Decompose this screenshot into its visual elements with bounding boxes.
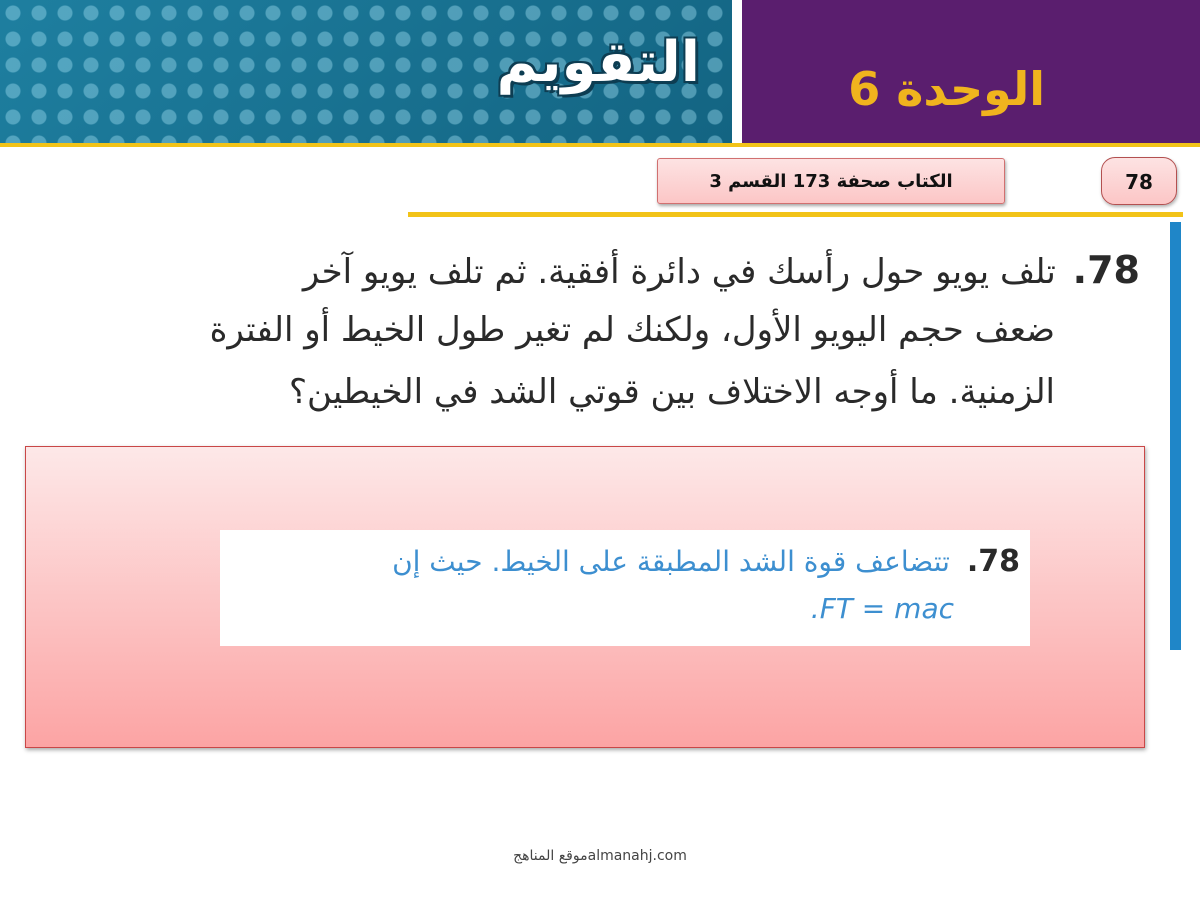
question-number: 78. (1072, 248, 1140, 292)
unit-title: الوحدة 6 (848, 62, 1045, 116)
answer-formula: .FT = mac (810, 592, 954, 625)
book-reference-box: الكتاب صحفة 173 القسم 3 (657, 158, 1005, 204)
question-line-3: الزمنية. ما أوجه الاختلاف بين قوتي الشد في الخيطين؟ (288, 372, 1055, 412)
header-banner-gap (732, 0, 742, 143)
header-divider (0, 143, 1200, 147)
question-line-1 (303, 248, 1140, 292)
page-title: التقويم (496, 30, 700, 95)
question-line-2: ضعف حجم اليويو الأول، ولكنك لم تغير طول الخيط أو الفترة (209, 310, 1055, 350)
answer-line-1-text: تتضاعف قوة الشد المطبقة على الخيط. حيث إن (392, 545, 950, 578)
question-text (20, 248, 1140, 438)
answer-line-1 (392, 544, 1020, 579)
question-number-badge: 78 (1101, 157, 1177, 205)
watermark: موقع المناهجalmanahj.com (513, 848, 687, 864)
section-divider (408, 212, 1183, 217)
answer-card (220, 530, 1030, 646)
side-accent-bar (1170, 222, 1181, 650)
question-line-1-text: تلف يويو حول رأسك في دائرة أفقية. ثم تلف يويو آخر (302, 252, 1056, 292)
answer-number: 78. (966, 544, 1020, 579)
